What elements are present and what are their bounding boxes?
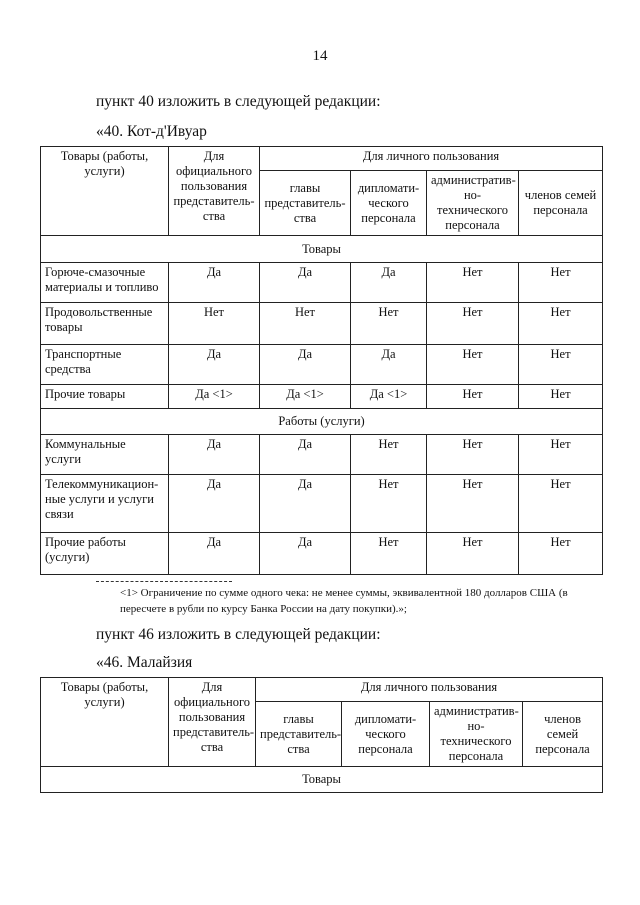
table-cell: Нет [427,345,519,385]
table-cell: Да [169,345,260,385]
row-label: Транспортные средства [41,345,169,385]
table-row [41,533,603,575]
table-cell: Да [169,263,260,303]
table-cell: Нет [351,533,427,575]
header-official: Для официального пользования представитель-ства [169,678,256,767]
table-cell: Нет [519,303,603,345]
table-row [41,263,603,303]
header-diplomatic-staff: дипломати-ческого персонала [342,702,430,767]
table-cell: Да [260,345,351,385]
table-cell: Да [260,533,351,575]
table-row [41,475,603,533]
table-cell: Нет [351,435,427,475]
cote-divoire-table [40,146,603,575]
table-cell: Нет [260,303,351,345]
goods-section-label: Товары [41,767,603,793]
table-cell: Да [169,475,260,533]
table-cell: Нет [519,345,603,385]
table-cell: Нет [169,303,260,345]
table-cell: Да [260,263,351,303]
table-cell: Да <1> [260,385,351,409]
table-cell: Нет [519,385,603,409]
table-cell: Нет [427,385,519,409]
row-label: Прочие товары [41,385,169,409]
section1-intro: пункт 40 изложить в следующей редакции: [96,93,381,110]
table-row [41,345,603,385]
row-label: Коммунальные услуги [41,435,169,475]
table-cell: Нет [351,475,427,533]
header-head-of-mission: главы представитель-ства [260,171,351,236]
table-cell: Да [260,475,351,533]
header-admin-tech-staff: административ-но-технического персонала [427,171,519,236]
malaysia-table [40,677,603,793]
table-cell: Нет [519,533,603,575]
header-personal: Для личного пользования [260,147,603,171]
table-cell: Нет [519,435,603,475]
table-cell: Нет [427,475,519,533]
section2-intro: пункт 46 изложить в следующей редакции: [96,626,381,643]
header-goods: Товары (работы, услуги) [41,147,169,236]
header-diplomatic-staff: дипломати-ческого персонала [351,171,427,236]
section1-heading: «40. Кот-д'Ивуар [96,123,207,140]
header-family-members: членов семей персонала [519,171,603,236]
table-cell: Нет [427,435,519,475]
table-cell: Да [169,533,260,575]
table-cell: Да [351,263,427,303]
table-cell: Да <1> [169,385,260,409]
table-cell: Нет [519,475,603,533]
header-head-of-mission: главы представитель-ства [256,702,342,767]
table-cell: Да [351,345,427,385]
table-cell: Нет [519,263,603,303]
table-row [41,303,603,345]
row-label: Телекоммуникацион-ные услуги и услуги связи [41,475,169,533]
page-number: 14 [312,48,328,64]
footnote: <1> Ограничение по сумме одного чека: не менее суммы, эквивалентной 180 долларов США (в пересчете в рубли по курсу Банка России на дату покупки).»; [120,587,568,615]
header-goods: Товары (работы, услуги) [41,678,169,767]
row-label: Прочие работы (услуги) [41,533,169,575]
table-cell: Нет [351,303,427,345]
table-row [41,385,603,409]
goods-section-label: Товары [41,236,603,263]
section2-heading: «46. Малайзия [96,654,193,671]
table-cell: Нет [427,263,519,303]
header-family-members: членов семей персонала [523,702,603,767]
header-official: Для официального пользования представитель-ства [169,147,260,236]
table-cell: Да [260,435,351,475]
table-cell: Нет [427,533,519,575]
table-cell: Нет [427,303,519,345]
table-row [41,435,603,475]
header-admin-tech-staff: административ-но-технического персонала [430,702,523,767]
table-cell: Да <1> [351,385,427,409]
services-section-label: Работы (услуги) [41,409,603,435]
row-label: Горюче-смазочные материалы и топливо [41,263,169,303]
table-cell: Да [169,435,260,475]
row-label: Продовольственные товары [41,303,169,345]
footnote-divider [96,581,232,582]
header-personal: Для личного пользования [256,678,603,702]
